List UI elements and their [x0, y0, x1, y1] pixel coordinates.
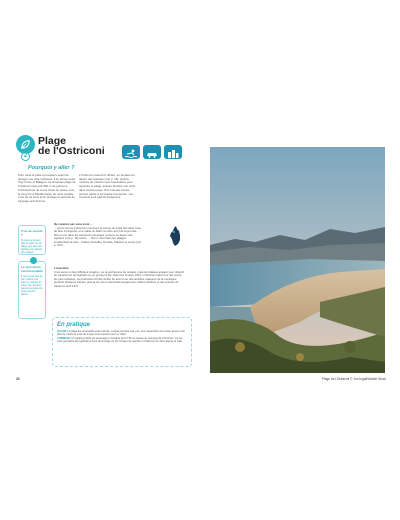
- corsica-map-icon: [168, 225, 182, 247]
- tip-box-text: Il vaut mieux être au bon endroit pour saisir le coucher du soleil. Ne manquez pas la vue depuis la route avant le littoral.: [21, 275, 43, 296]
- tip-box-text: Si vous ne trouvez pas de place sur la plage, aux sites des Agriates aux abords des villages.: [21, 239, 43, 254]
- block-text: ... pris le temps d'observer comment la course du soleil fait varier l'eau du bleu à l'argenté, et le sable du blanc au doré au fil de la journée. ... fait un tour dans les étonnants paysages rocheux du désert des Agriates (voir p. 18) voisin. ... fait un saut dans les villages surplombant la côte : Urtaca, Pietralba, Novella, Palasca et Lama (voir p. 102).: [54, 225, 142, 247]
- page-number: 20: [16, 377, 20, 381]
- tip-box-crowd: [18, 225, 46, 255]
- practical-info-box: [52, 317, 192, 367]
- chapter-number-badge: 2: [21, 152, 30, 161]
- dont-leave-block: [54, 223, 142, 248]
- camera-icon: [30, 257, 37, 264]
- block-heading: Ne repartez pas sans avoir...: [54, 222, 92, 226]
- car-icon: [143, 145, 161, 159]
- block-text: C'est aussi un lieu difficile à imaginer, ou la sécheresse du maquis, mais les falaises avaient pour objectif de transformer les Agriates en un grenier à blé. Dans les années 1970, L'Ostriconi était l'une des terres les plus cultivées. La production d'huile d'olive fut ainsi l'une des activités majeures de la montagne pendant plusieurs siècles, puis la vie qui en découlait ravagea des milliers d'arbres et des années de travail en avril 1971.: [54, 269, 184, 288]
- tip-box-title: Trop de monde ?: [21, 229, 43, 237]
- right-page: [200, 127, 388, 387]
- intro-column-2: L'Ostriconi s'étend ici offrant, en bordure du désert des Agriates (voir p. 18). Quinze minutes de marche sont nécessaires pour rejoindre la plage, sinistre derrière son écrin dans l'arrière-pays. Par mauvais temps, pensez garde à sa beauté trompeuse : les courants sont parfois dangereux.: [79, 173, 136, 200]
- swim-icon: [122, 145, 140, 159]
- city-icon: [164, 145, 182, 159]
- anecdote-block: [54, 267, 184, 288]
- photo-caption: Plage de l'Ostriconi © Jon Ingall/Adobe Stock: [321, 377, 386, 381]
- practical-title: En pratique: [57, 322, 91, 328]
- practical-when: QUAND La plage est accessible toute l'année. Lequel pourtant mai, juin, vers septembre et le beau temps n'est plus de mettre le mois de si que vous reposez pour se reflet.: [57, 330, 185, 337]
- beach-photo: [210, 147, 385, 373]
- book-spread: [12, 127, 388, 387]
- pictogram-row: [122, 145, 182, 159]
- intro-column-1: Pour toute la plaie à poussiers avant de plonger une côte rocheuse, il se trouve entre Cap Corse et Balagne. La sinueuse plage de l'Ostriconi ravie par 900 m de grèves à l'embouchure du cours d'eau du même nom, le long d'une Méditerranée de carte postale. L'arc de sa sous écrin protège la sérénité du paysage qu'il domine.: [18, 173, 76, 203]
- tip-box-photo: [18, 261, 46, 319]
- page-title: Plage de l'Ostriconi: [38, 135, 105, 157]
- left-page: [12, 127, 200, 387]
- practical-how: COMMENT Un parking public est aménagé en bordure de la T30 au niveau du camping de l'Ostriconi. Ce qui vous permettra de rejoindre le bout de la plage en 15 minutes de marche et d'admirer les lieux depuis le haut.: [57, 336, 183, 343]
- section-subheading: Pourquoi y aller ?: [28, 165, 75, 171]
- tip-box-title: Le spot photo incontournable: [21, 265, 43, 273]
- block-heading: L'anecdote: [54, 266, 69, 270]
